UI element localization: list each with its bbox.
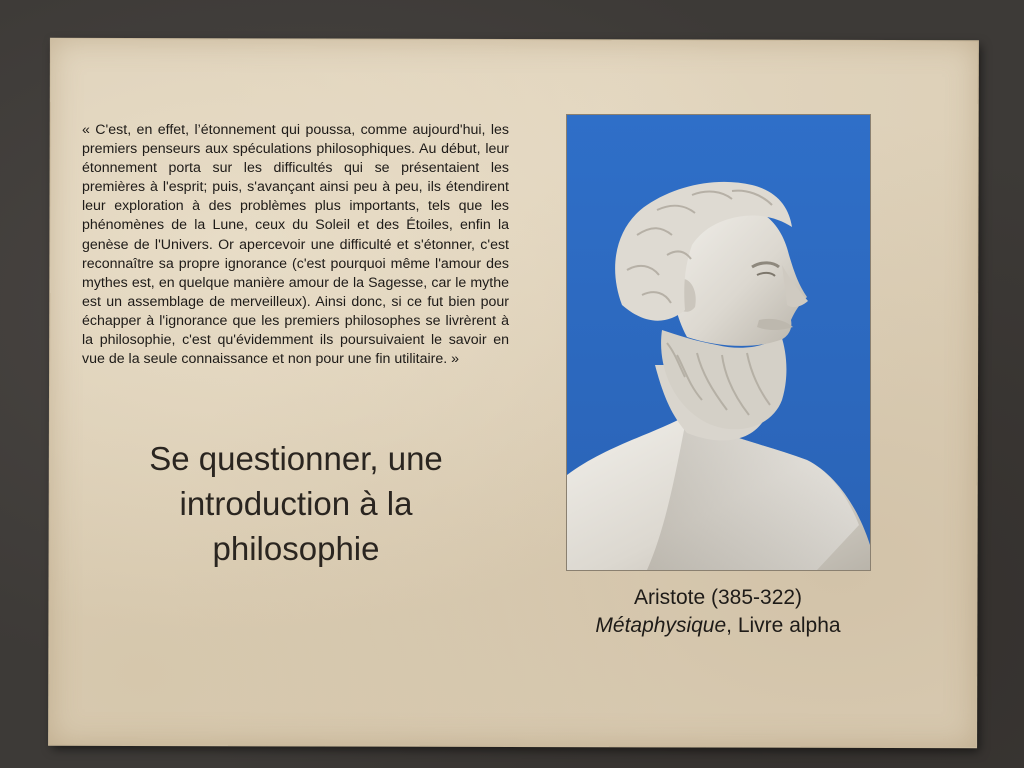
caption-book: , Livre alpha [726,614,841,637]
aristotle-bust-image [566,114,871,571]
quote-text: « C'est, en effet, l’étonnement qui poussa, comme aujourd'hui, les premiers penseurs aux spéculations philosophiques. Au début, leur étonnement porta sur les difficultés qui se présentaient les premières à l'esprit; puis, s'avançant ainsi peu à peu, ils étendirent leur exploration à des problèmes plus importants, tels que les phénomènes de la Lune, ceux du Soleil et des Étoiles, enfin la genèse de l'Univers. Or apercevoir une difficulté et s'étonner, c'est reconnaître sa propre ignorance (c'est pourquoi même l'amour des mythes est, en quelque manière amour de la Sagesse, car le mythe est un assemblage de merveilleux). Ainsi donc, si ce fut bien pour échapper à l'ignorance que les premiers philosophes se livrèrent à la philosophie, c'est qu'évidemment ils poursuivaient le savoir en vue de la seule connaissance et non pour une fin utilitaire. » [82,122,509,368]
caption-work: Métaphysique [595,614,727,637]
image-caption [570,584,866,640]
caption-dates: (385-322) [710,586,803,609]
caption-author: Aristote [633,586,706,609]
caption-work-line [570,612,866,640]
slide-title: Se questionner, une introduction à la philosophie [149,440,443,567]
bust-illustration [567,115,870,570]
caption-author-line [570,584,866,612]
